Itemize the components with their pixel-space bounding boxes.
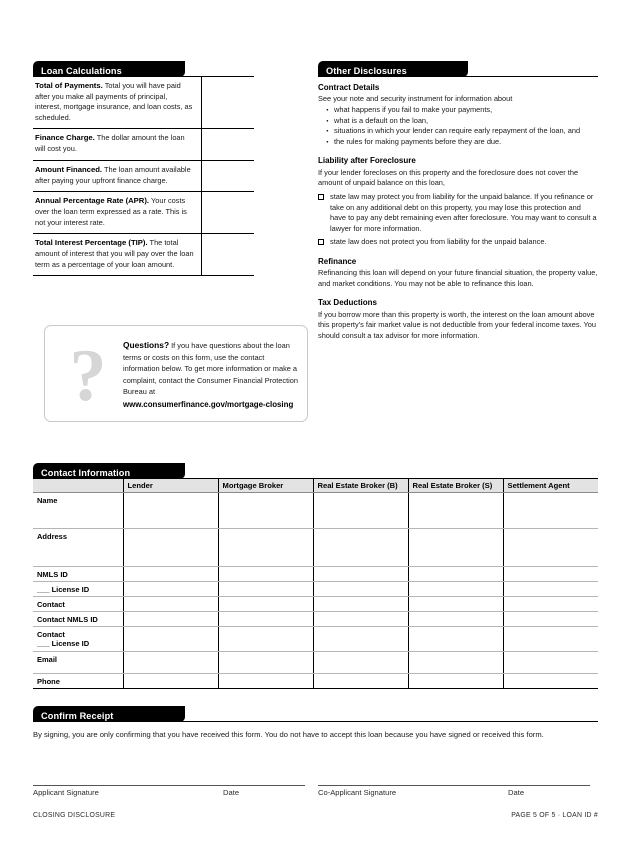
loan-calculation-row (33, 129, 254, 160)
loan-calculation-description (33, 234, 201, 276)
table-cell[interactable] (503, 612, 598, 627)
table-cell[interactable] (313, 582, 408, 597)
contract-details-bullet: · the rules for making payments before they are due. (318, 137, 598, 148)
confirm-receipt-header (33, 706, 598, 722)
table-row (33, 493, 598, 529)
refinance-body: Refinancing this loan will depend on your future financial situation, the property value, and market conditions. You may not be able to refinance this loan. (318, 268, 598, 288)
loan-calculation-description (33, 160, 201, 191)
loan-calculation-text: The loan amount available after paying your upfront finance charge. (35, 164, 191, 185)
other-disclosures-section (318, 61, 598, 342)
applicant-signature-line[interactable] (33, 785, 305, 786)
contract-details-intro: See your note and security instrument for information about (318, 94, 513, 104)
contract-details-bullet: · situations in which your lender can require early repayment of the loan, and (318, 126, 598, 137)
coapplicant-signature-line[interactable] (318, 785, 590, 786)
tax-deductions-body: If you borrow more than this property is worth, the interest on the loan amount above this property’s fair market value is not deductible from your federal income taxes. You should consult a tax advisor for more information. (318, 309, 596, 340)
loan-calculation-description (33, 129, 201, 160)
contact-information-table (33, 479, 598, 689)
table-cell[interactable] (123, 493, 218, 529)
table-row (33, 567, 598, 582)
table-cell[interactable] (123, 597, 218, 612)
refinance-block (318, 256, 598, 290)
loan-calculation-row (33, 160, 254, 191)
contact-information-title: Contact Information (41, 468, 131, 478)
applicant-signature-block (33, 785, 305, 800)
table-cell[interactable] (503, 673, 598, 688)
table-cell[interactable] (123, 651, 218, 673)
table-cell[interactable] (123, 612, 218, 627)
table-cell[interactable] (503, 493, 598, 529)
table-row-label: Phone (33, 673, 123, 688)
table-cell[interactable] (408, 651, 503, 673)
spacer (318, 147, 598, 155)
table-row-label: ___ License ID (33, 582, 123, 597)
table-column-header: Lender (123, 479, 218, 493)
table-row (33, 582, 598, 597)
loan-calculation-text: The total amount of interest that you will pay over the loan term as a percentage of your loan amount. (35, 238, 194, 269)
coapplicant-date-label: Date (508, 788, 525, 797)
contract-details-block (318, 82, 598, 147)
table-cell[interactable] (123, 627, 218, 652)
table-cell[interactable] (408, 582, 503, 597)
loan-calculations-title: Loan Calculations (41, 66, 122, 76)
refinance-heading: Refinance (318, 256, 357, 266)
table-row-label: Name (33, 493, 123, 529)
footer-form-name: CLOSING DISCLOSURE (33, 812, 116, 819)
tax-deductions-heading: Tax Deductions (318, 298, 377, 308)
liability-checkbox-label: state law may protect you from liability for the unpaid balance. If you refinance or take on any additional debt on this property, you may lose this protection and have to pay any debt remaining even after foreclosure. You may want to consult a lawyer for more information. (330, 191, 597, 233)
loan-calculation-term: Finance Charge. (35, 133, 95, 143)
loan-calculation-row (33, 234, 254, 276)
table-cell[interactable] (218, 597, 313, 612)
questions-text (123, 339, 299, 411)
loan-calculations-section (33, 61, 254, 276)
table-cell[interactable] (408, 627, 503, 652)
table-cell[interactable] (503, 529, 598, 567)
loan-calculation-row (33, 192, 254, 234)
page-footer (33, 812, 598, 826)
applicant-date-label: Date (223, 788, 240, 797)
table-row-label: Address (33, 529, 123, 567)
table-cell[interactable] (503, 597, 598, 612)
loan-calculations-table (33, 77, 254, 276)
coapplicant-signature-labels (318, 788, 590, 800)
loan-calculation-value (201, 77, 254, 129)
table-column-header: Real Estate Broker (S) (408, 479, 503, 493)
table-cell[interactable] (313, 627, 408, 652)
applicant-signature-label: Applicant Signature (33, 788, 99, 797)
liability-checkbox-row[interactable] (318, 237, 598, 248)
contact-information-header (33, 463, 598, 479)
table-cell[interactable] (313, 651, 408, 673)
table-row (33, 612, 598, 627)
liability-intro: If your lender forecloses on this property and the foreclosure does not cover the amount of unpaid balance on this loan, (318, 167, 579, 188)
loan-calculation-term: Total Interest Percentage (TIP). (35, 238, 148, 248)
table-cell[interactable] (218, 582, 313, 597)
table-cell[interactable] (503, 651, 598, 673)
contact-information-header-bar (33, 463, 185, 479)
table-cell[interactable] (408, 567, 503, 582)
confirm-receipt-title: Confirm Receipt (41, 711, 114, 721)
table-column-header: Settlement Agent (503, 479, 598, 493)
table-cell[interactable] (408, 612, 503, 627)
table-row-label: NMLS ID (33, 567, 123, 582)
other-disclosures-header-bar (318, 61, 468, 77)
contract-details-heading: Contract Details (318, 83, 380, 92)
table-cell[interactable] (313, 612, 408, 627)
table-cell[interactable] (218, 529, 313, 567)
table-row-label: Contact NMLS ID (33, 612, 123, 627)
liability-heading: Liability after Foreclosure (318, 156, 416, 166)
table-row (33, 627, 598, 652)
table-row (33, 651, 598, 673)
loan-calculation-row (33, 77, 254, 129)
consumerfinance-url[interactable]: www.consumerfinance.gov/mortgage-closing (123, 399, 294, 409)
confirm-receipt-header-bar (33, 706, 185, 722)
table-cell[interactable] (313, 597, 408, 612)
table-cell[interactable] (408, 493, 503, 529)
table-corner-cell (33, 479, 123, 493)
footer-page-label: PAGE 5 OF 5 · LOAN ID # (511, 812, 598, 819)
table-cell[interactable] (123, 567, 218, 582)
loan-calculation-term: Amount Financed. (35, 164, 103, 174)
table-row-label: Email (33, 651, 123, 673)
tax-deductions-block (318, 297, 598, 341)
table-cell[interactable] (408, 673, 503, 688)
table-cell[interactable] (123, 529, 218, 567)
table-cell[interactable] (408, 597, 503, 612)
table-cell[interactable] (218, 627, 313, 652)
question-mark-icon: ? (69, 335, 107, 417)
table-cell[interactable] (503, 567, 598, 582)
contract-details-bullet: · what happens if you fail to make your payments, (318, 105, 598, 116)
loan-calculation-text: Your costs over the loan term expressed as a rate. This is not your interest rate. (35, 196, 187, 227)
other-disclosures-header (318, 61, 598, 77)
liability-checkbox-group (318, 192, 598, 248)
loan-calculation-value (201, 234, 254, 276)
contact-information-section (33, 463, 598, 689)
table-cell[interactable] (123, 582, 218, 597)
table-row-label: Contact (33, 597, 123, 612)
table-cell[interactable] (218, 651, 313, 673)
loan-calculation-text: The dollar amount the loan will cost you. (35, 133, 185, 154)
table-row (33, 529, 598, 567)
table-cell[interactable] (218, 567, 313, 582)
loan-calculation-description (33, 77, 201, 129)
table-cell[interactable] (123, 673, 218, 688)
table-column-header: Real Estate Broker (B) (313, 479, 408, 493)
loan-calculation-value (201, 192, 254, 234)
liability-after-foreclosure-block (318, 155, 598, 247)
loan-calculation-value (201, 129, 254, 160)
table-cell[interactable] (218, 673, 313, 688)
table-column-header: Mortgage Broker (218, 479, 313, 493)
liability-checkbox-label: state law does not protect you from liability for the unpaid balance. (330, 237, 547, 247)
table-row (33, 673, 598, 688)
table-cell[interactable] (218, 493, 313, 529)
table-row-label: Contact ___ License ID (33, 627, 123, 652)
loan-calculation-term: Annual Percentage Rate (APR). (35, 196, 150, 206)
spacer (318, 289, 598, 297)
table-cell[interactable] (313, 673, 408, 688)
loan-calculation-description (33, 192, 201, 234)
table-cell[interactable] (313, 567, 408, 582)
table-cell[interactable] (503, 582, 598, 597)
coapplicant-signature-block (318, 785, 590, 800)
loan-calculation-term: Total of Payments. (35, 81, 103, 90)
table-header-row (33, 479, 598, 493)
contract-details-bullet-list (318, 105, 598, 147)
other-disclosures-body (318, 77, 598, 342)
table-cell[interactable] (218, 612, 313, 627)
loan-calculations-header (33, 61, 254, 77)
questions-callout-box (44, 325, 308, 422)
loan-calculations-header-bar (33, 61, 185, 77)
table-cell[interactable] (408, 529, 503, 567)
confirm-receipt-section (33, 706, 598, 740)
confirm-receipt-body: By signing, you are only confirming that you have received this form. You do not have to accept this loan because you have signed or received this form. (33, 730, 544, 739)
other-disclosures-title: Other Disclosures (326, 66, 407, 76)
table-cell[interactable] (313, 493, 408, 529)
loan-calculation-text: Total you will have paid after you make all payments of principal, interest, mortgage insurance, and loan costs, as scheduled. (35, 81, 193, 122)
table-cell[interactable] (313, 529, 408, 567)
applicant-signature-labels (33, 788, 305, 800)
loan-calculation-value (201, 160, 254, 191)
liability-checkbox-row[interactable] (318, 192, 598, 234)
contract-details-bullet: · what is a default on the loan, (318, 116, 598, 127)
questions-lead: Questions? (123, 340, 170, 350)
coapplicant-signature-label: Co-Applicant Signature (318, 788, 397, 797)
spacer (318, 248, 598, 256)
checkbox-icon[interactable] (318, 239, 324, 245)
questions-body: If you have questions about the loan terms or costs on this form, use the contact information below. To get more information or make a complaint, contact the Consumer Financial Protection Bureau at (123, 341, 298, 397)
checkbox-icon[interactable] (318, 194, 324, 200)
table-cell[interactable] (503, 627, 598, 652)
table-row (33, 597, 598, 612)
